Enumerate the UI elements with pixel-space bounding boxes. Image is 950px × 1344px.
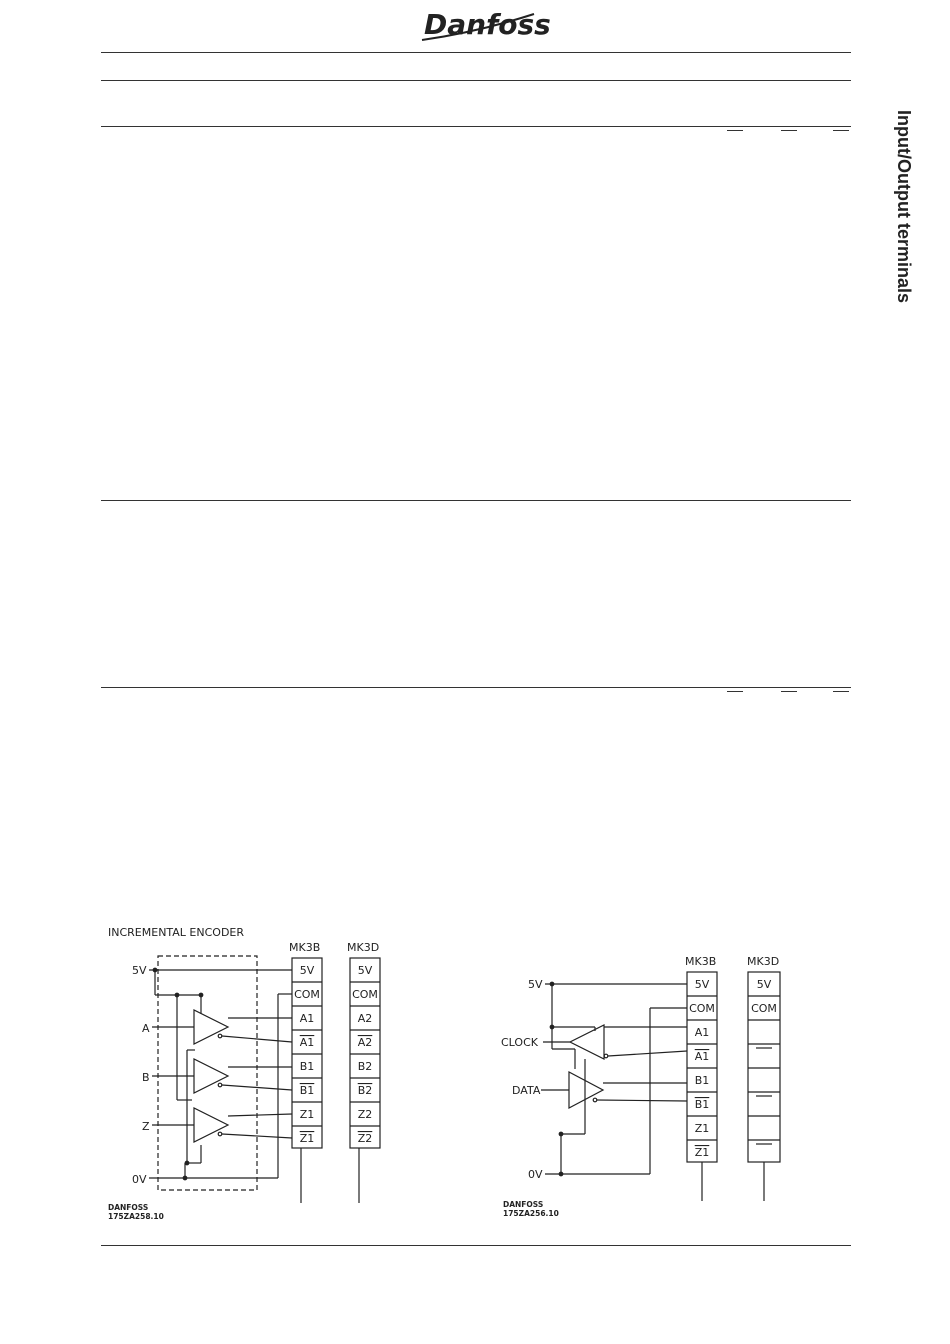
mk3d-terminal: Z2 — [357, 1132, 373, 1145]
absolute-encoder-diagram — [495, 945, 795, 1225]
mk3b-terminal: B1 — [694, 1098, 710, 1111]
mk3d-terminal: A2 — [357, 1012, 373, 1025]
input-a: A — [142, 1022, 150, 1035]
mk3b-terminal: A1 — [299, 1036, 315, 1049]
diagram-footer-code: 175ZA258.10 — [108, 1212, 164, 1221]
side-section-title: Input/Output terminals — [894, 110, 914, 303]
overline-mark — [833, 130, 849, 131]
diagram-footer-code: 175ZA256.10 — [503, 1209, 559, 1218]
mk3b-terminal: Z1 — [694, 1146, 710, 1159]
rule-3 — [101, 500, 851, 501]
overline-mark — [781, 130, 797, 131]
rule-4 — [101, 687, 851, 688]
mk3b-terminal: 5V — [299, 964, 315, 977]
input-z: Z — [142, 1120, 150, 1133]
driver-a — [152, 1010, 292, 1044]
rule-1 — [101, 80, 851, 81]
overline-mark — [781, 691, 797, 692]
mk3d-terminal: COM — [751, 1002, 777, 1015]
diagram-footer-brand: DANFOSS — [108, 1203, 149, 1212]
input-5v: 5V — [132, 964, 147, 977]
connector-mk3b-label: MK3B — [289, 941, 321, 954]
mk3b-terminal: Z1 — [299, 1108, 315, 1121]
rule-header — [101, 52, 851, 53]
mk3b-terminal: COM — [689, 1002, 715, 1015]
mk3b-terminal: B1 — [299, 1060, 315, 1073]
mk3b-terminal: 5V — [694, 978, 710, 991]
overline-mark — [833, 691, 849, 692]
input-b: B — [142, 1071, 150, 1084]
connector-mk3d-label: MK3D — [347, 941, 380, 954]
connector-mk3d-label: MK3D — [747, 955, 780, 968]
mk3b-terminal: A1 — [694, 1026, 710, 1039]
mk3b-terminal: A1 — [299, 1012, 315, 1025]
encoder-title: INCREMENTAL ENCODER — [108, 926, 245, 939]
data-driver — [541, 1072, 687, 1108]
mk3d-terminal: 5V — [756, 978, 772, 991]
mk3d-terminal: B2 — [357, 1084, 373, 1097]
input-clock: CLOCK — [501, 1036, 538, 1049]
mk3b-terminal: A1 — [694, 1050, 710, 1063]
overline-mark — [727, 691, 743, 692]
driver-z — [152, 1108, 292, 1142]
danfoss-logo — [418, 4, 551, 46]
mk3b-terminal: Z1 — [694, 1122, 710, 1135]
connector-mk3b-label: MK3B — [685, 955, 717, 968]
mk3d-terminal: 5V — [357, 964, 373, 977]
mk3d-terminal: A2 — [357, 1036, 373, 1049]
mk3b-terminal: B1 — [299, 1084, 315, 1097]
mk3b-terminal: Z1 — [299, 1132, 315, 1145]
incremental-encoder-diagram — [95, 920, 415, 1225]
mk3d-terminal: COM — [352, 988, 378, 1001]
mk3b-terminal: COM — [294, 988, 320, 1001]
overline-mark — [727, 130, 743, 131]
mk3d-terminal: B2 — [357, 1060, 373, 1073]
input-data: DATA — [512, 1084, 541, 1097]
input-0v: 0V — [132, 1173, 147, 1186]
clock-receiver — [543, 1025, 687, 1059]
mk3d-terminal: Z2 — [357, 1108, 373, 1121]
input-0v: 0V — [528, 1168, 543, 1181]
input-5v: 5V — [528, 978, 543, 991]
rule-footer — [101, 1245, 851, 1246]
driver-b — [152, 1059, 292, 1093]
diagram-footer-brand: DANFOSS — [503, 1200, 544, 1209]
logo-wordmark: Danfoss — [424, 8, 551, 41]
rule-2 — [101, 126, 851, 127]
mk3b-terminal: B1 — [694, 1074, 710, 1087]
